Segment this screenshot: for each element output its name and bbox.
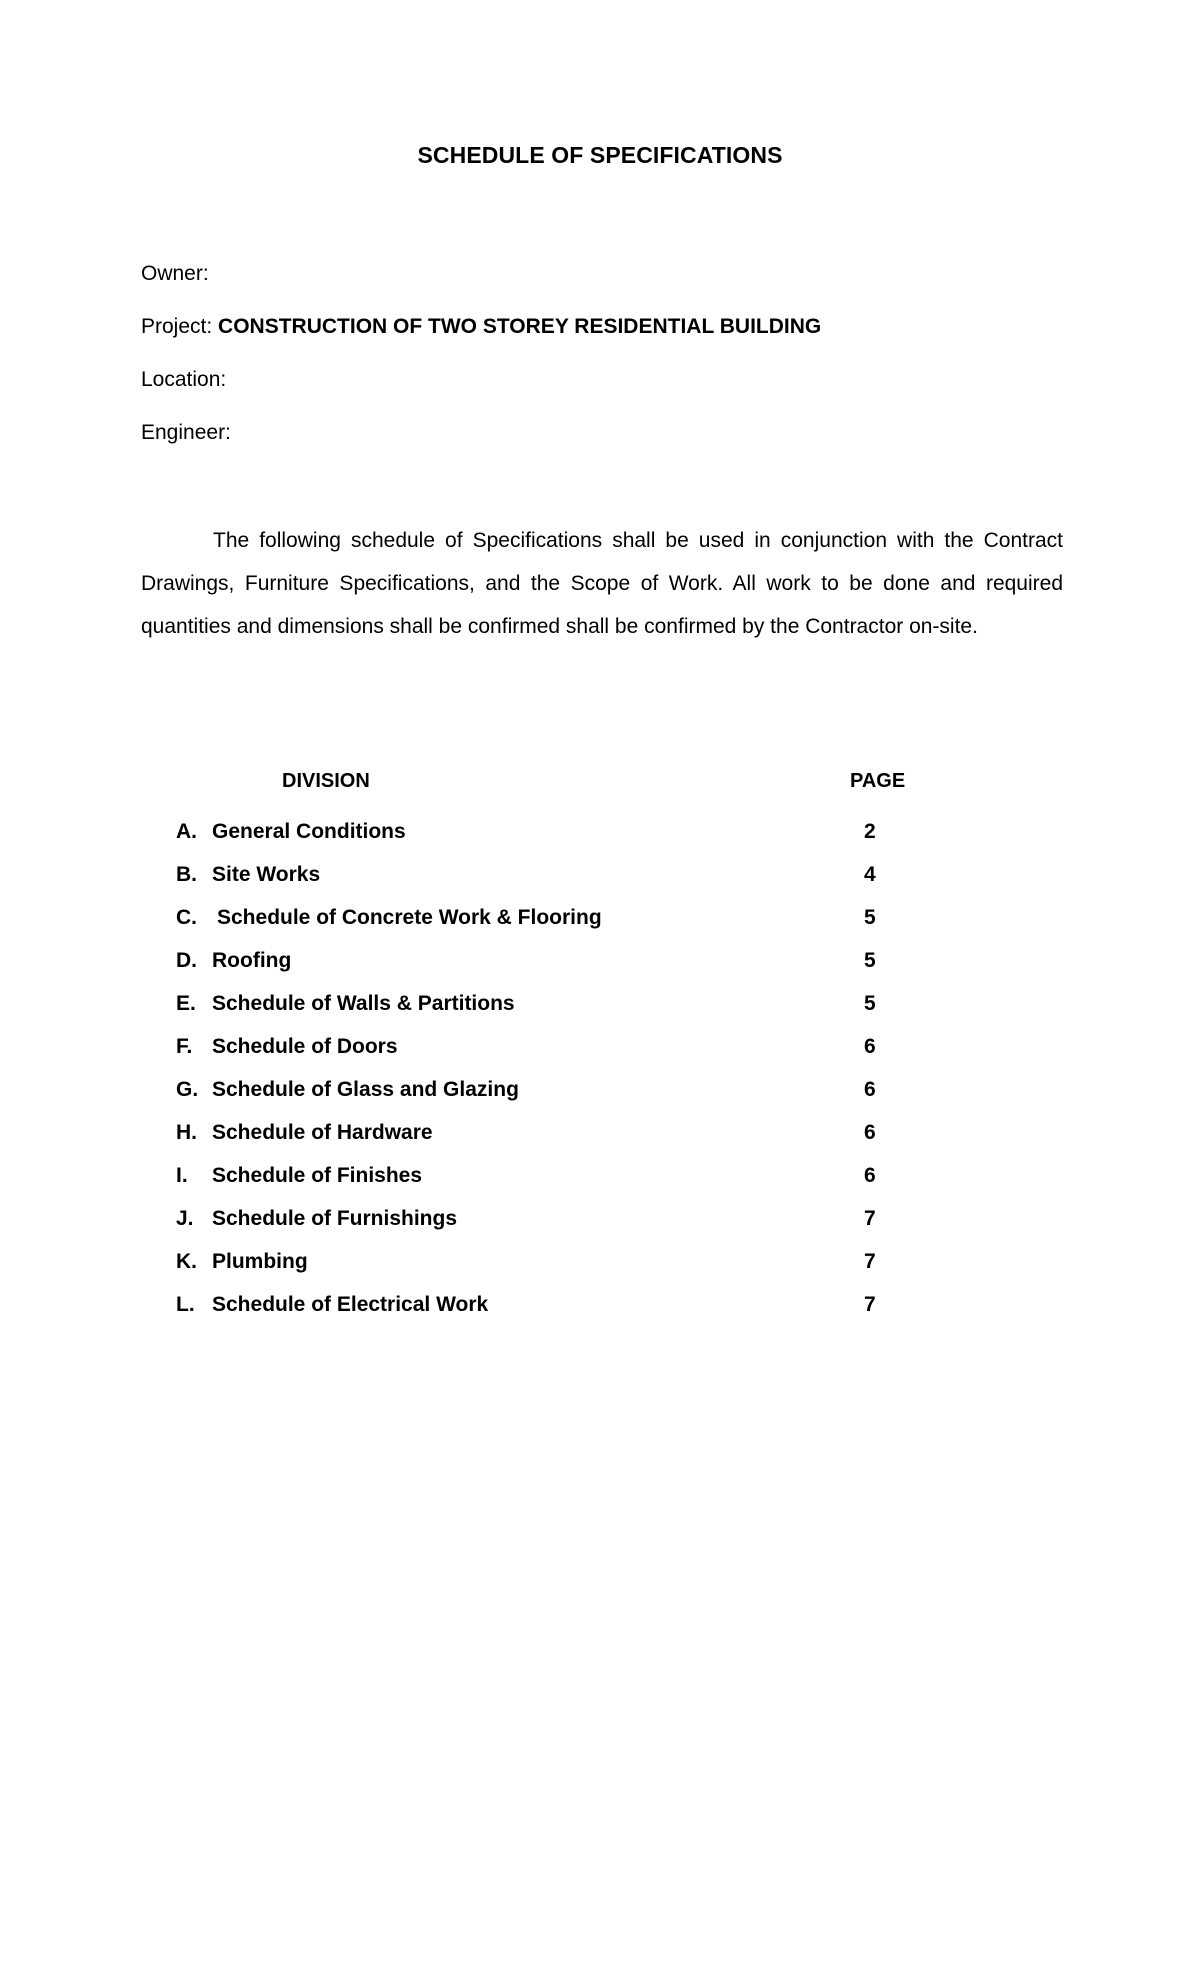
toc-label: Schedule of Concrete Work & Flooring bbox=[217, 906, 602, 929]
toc-label: Schedule of Furnishings bbox=[212, 1207, 458, 1230]
toc-row bbox=[0, 1164, 1200, 1207]
toc-page-number: 2 bbox=[864, 820, 876, 843]
toc-label: Schedule of Hardware bbox=[212, 1121, 433, 1144]
toc-label: Plumbing bbox=[212, 1250, 308, 1273]
toc-page-number: 7 bbox=[864, 1207, 876, 1230]
location-label: Location: bbox=[141, 368, 227, 391]
toc-page-number: 5 bbox=[864, 949, 876, 972]
toc-row bbox=[0, 949, 1200, 992]
toc-page-number: 6 bbox=[864, 1035, 876, 1058]
toc-letter: J. bbox=[176, 1207, 194, 1230]
toc-row bbox=[0, 1207, 1200, 1250]
engineer-label: Engineer: bbox=[141, 421, 231, 444]
toc-page-number: 6 bbox=[864, 1121, 876, 1144]
toc-page-number: 7 bbox=[864, 1250, 876, 1273]
toc-letter: G. bbox=[176, 1078, 199, 1101]
toc-page-number: 6 bbox=[864, 1164, 876, 1187]
toc-label: Schedule of Electrical Work bbox=[212, 1293, 489, 1316]
toc-row bbox=[0, 1078, 1200, 1121]
toc-label: Roofing bbox=[212, 949, 292, 972]
toc-row bbox=[0, 1250, 1200, 1293]
toc-page-number: 7 bbox=[864, 1293, 876, 1316]
toc-page-number: 6 bbox=[864, 1078, 876, 1101]
toc-label: Schedule of Finishes bbox=[212, 1164, 423, 1187]
division-header: DIVISION bbox=[282, 770, 370, 792]
toc-letter: B. bbox=[176, 863, 197, 886]
toc-label: Schedule of Doors bbox=[212, 1035, 398, 1058]
toc-label: Schedule of Glass and Glazing bbox=[212, 1078, 519, 1101]
toc-letter: K. bbox=[176, 1250, 197, 1273]
toc-row bbox=[0, 863, 1200, 906]
toc-row bbox=[0, 992, 1200, 1035]
document-title: SCHEDULE OF SPECIFICATIONS bbox=[417, 142, 783, 168]
page-header: PAGE bbox=[850, 770, 906, 792]
toc-letter: A. bbox=[176, 820, 197, 843]
toc-letter: H. bbox=[176, 1121, 197, 1144]
toc-page-number: 5 bbox=[864, 992, 876, 1015]
project-value: CONSTRUCTION OF TWO STOREY RESIDENTIAL BUILDING bbox=[218, 315, 822, 338]
project-field bbox=[141, 315, 821, 339]
intro-paragraph: The following schedule of Specifications shall be used in conjunction with the Contract Drawings, Furniture Specifications, and the Scope of Work. All work to be done and required quantities and dimensions shall be confirmed shall be confirmed by the Contractor on-site. bbox=[141, 529, 1063, 638]
owner-field bbox=[141, 262, 209, 286]
toc-row bbox=[0, 820, 1200, 863]
toc-row bbox=[0, 1121, 1200, 1164]
toc-row bbox=[0, 1035, 1200, 1078]
toc-letter: E. bbox=[176, 992, 196, 1015]
toc-page-number: 5 bbox=[864, 906, 876, 929]
engineer-field bbox=[141, 421, 231, 445]
toc-page-number: 4 bbox=[864, 863, 876, 886]
toc-row bbox=[0, 906, 1200, 949]
toc-letter: D. bbox=[176, 949, 197, 972]
project-label: Project: bbox=[141, 315, 213, 338]
toc-letter: I. bbox=[176, 1164, 188, 1187]
toc-label: General Conditions bbox=[212, 820, 406, 843]
toc-label: Site Works bbox=[212, 863, 321, 886]
toc-label: Schedule of Walls & Partitions bbox=[212, 992, 515, 1015]
toc-letter: F. bbox=[176, 1035, 193, 1058]
owner-label: Owner: bbox=[141, 262, 209, 285]
toc-row bbox=[0, 1293, 1200, 1336]
division-list bbox=[0, 820, 1200, 1336]
toc-letter: L. bbox=[176, 1293, 195, 1316]
location-field bbox=[141, 368, 226, 392]
toc-letter: C. bbox=[176, 906, 197, 929]
